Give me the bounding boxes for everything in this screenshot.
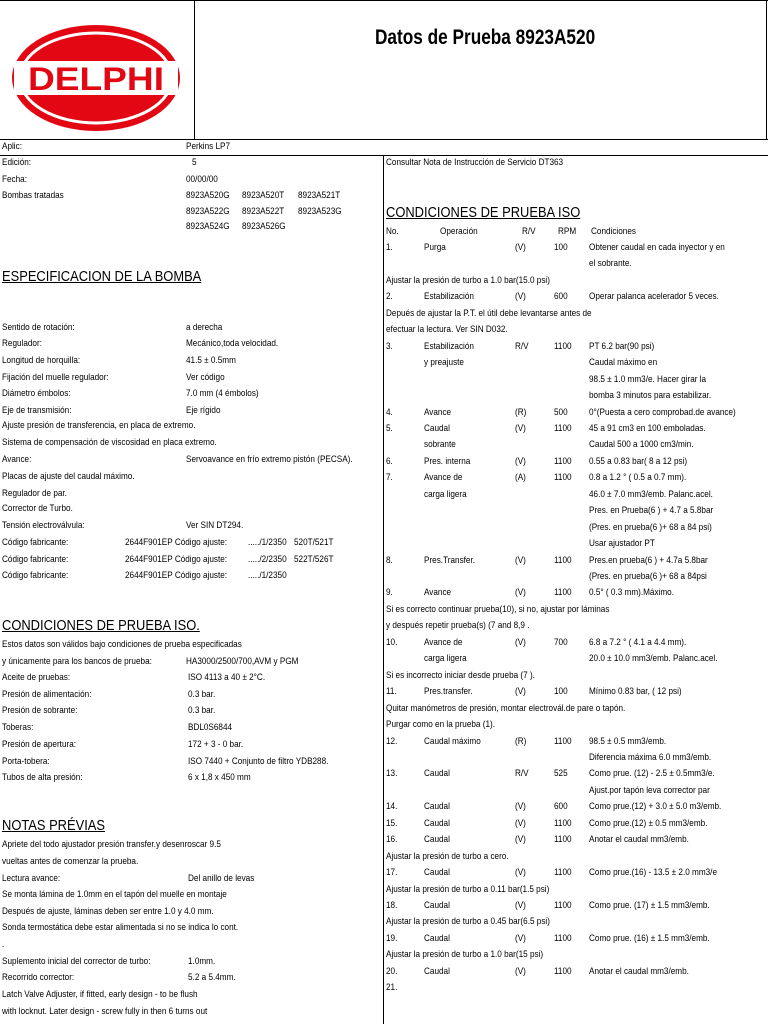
test-number: 6. (386, 455, 393, 467)
test-condition: 46.0 ± 7.0 mm3/emb. Palanc.acel. (589, 488, 713, 500)
test-condition: (Pres. en prueba(6 )+ 68 a 84 psi) (589, 521, 712, 533)
test-operation: Estabilización (424, 291, 474, 303)
test-operation: Caudal (424, 965, 450, 977)
test-rpm: 1100 (554, 340, 572, 352)
test-note: Ajustar la presión de turbo a 0.11 bar(1.5 psi) (386, 883, 550, 895)
test-number: 5. (386, 422, 393, 434)
edicion-value: 5 (192, 157, 197, 168)
test-condition: el sobrante. (589, 258, 632, 270)
test-rv: (V) (515, 932, 526, 944)
test-number: 18. (386, 900, 398, 911)
cond-label: Presión de alimentación: (2, 688, 92, 700)
test-note: Quitar manómetros de presión, montar electrovál.de pare o tapón. (386, 702, 626, 714)
codigo-label: Código fabricante: (2, 537, 69, 548)
codigo-bombas: 522T/526T (294, 553, 334, 565)
bomba-code: 8923A522T (242, 205, 285, 217)
test-operation: Purga (424, 242, 446, 253)
nota-line: Lectura avance: (2, 873, 61, 884)
test-rv: (V) (515, 242, 526, 253)
cond-value: 6 x 1,8 x 450 mm (188, 772, 251, 784)
test-note: Si es incorrecto iniciar desde prueba (7 ). (386, 669, 535, 681)
spec-label: Corrector de Turbo. (2, 503, 73, 514)
test-note: Ajustar la presión de turbo a 0.45 bar(6.5 psi) (386, 916, 550, 928)
test-condition: 98.5 ± 0.5 mm3/emb. (589, 735, 667, 747)
cond-value: BDL0S6844 (188, 722, 233, 734)
test-number: 10. (386, 636, 398, 648)
delphi-logo (10, 23, 182, 133)
cond-heading-right: CONDICIONES DE PRUEBA ISO (386, 204, 581, 221)
spec-heading: ESPECIFICACION DE LA BOMBA (2, 268, 202, 285)
test-operation: Caudal (424, 768, 450, 780)
test-condition: (Pres. en prueba(6 )+ 68 a 84psi (589, 571, 707, 582)
spec-value: Servoavance en frío extremo pistón (PECSA). (186, 454, 353, 465)
cond-intro-1: Estos datos son válidos bajo condiciones de prueba especificadas (2, 639, 242, 650)
test-number: 14. (386, 801, 398, 813)
codigo-bombas: 520T/521T (294, 537, 334, 548)
test-rv: R/V (515, 768, 529, 780)
cond-bancos: HA3000/2500/700,AVM y PGM (186, 656, 299, 667)
spec-value: a derecha (186, 322, 223, 333)
cond-label: Presión de apertura: (2, 738, 77, 750)
fecha-value: 00/00/00 (186, 174, 218, 185)
cond-label: Tubos de alta presión: (2, 772, 83, 784)
test-condition: Como prue. (17) ± 1.5 mm3/emb. (589, 900, 710, 911)
test-rv: (V) (515, 817, 526, 829)
test-number: 4. (386, 406, 393, 418)
test-operation: Pres. interna (424, 455, 471, 467)
test-number: 3. (386, 340, 393, 352)
fecha-label: Fecha: (2, 174, 27, 185)
test-number: 2. (386, 291, 393, 303)
cond-value: ISO 7440 + Conjunto de filtro YDB288. (188, 755, 329, 767)
test-operation: Avance (424, 587, 452, 599)
test-rpm: 100 (554, 686, 568, 698)
spec-value: 41.5 ± 0.5mm (186, 355, 236, 366)
test-rpm: 100 (554, 242, 568, 253)
nota-value: 5.2 a 5.4mm. (188, 972, 236, 983)
test-operation: Estabilización (424, 340, 474, 352)
test-operation: Caudal (424, 932, 450, 944)
test-rv: (V) (515, 900, 526, 911)
test-rv: (V) (515, 455, 526, 467)
spec-label: Ajuste presión de transferencia, en placa de extremo. (2, 420, 196, 431)
bomba-code: 8923A521T (298, 190, 341, 201)
spec-value: Eje rígido (186, 405, 221, 416)
test-note: Si es correcto continuar prueba(10), si no, ajustar por láminas (386, 603, 610, 615)
test-operation: Caudal (424, 422, 450, 434)
test-note: Ajustar la presión de turbo a cero. (386, 850, 509, 862)
cond-label: Presión de sobrante: (2, 705, 78, 717)
test-rpm: 1100 (554, 422, 572, 434)
test-number: 17. (386, 867, 398, 879)
test-condition: 0.55 a 0.83 bar( 8 a 12 psi) (589, 455, 688, 467)
logo-text: DELPHI (28, 61, 164, 97)
test-condition: 20.0 ± 10.0 mm3/emb. Palanc.acel. (589, 653, 718, 665)
test-condition: PT 6.2 bar(90 psi) (589, 340, 655, 352)
top-border (0, 0, 768, 1)
test-note: Depués de ajustar la P.T. el útil debe levantarse antes de (386, 307, 592, 319)
test-rv: (V) (515, 422, 526, 434)
cond-heading-left: CONDICIONES DE PRUEBA ISO. (2, 617, 200, 634)
test-rpm: 1100 (554, 472, 572, 484)
nota-line: Apriete del todo ajustador presión transfer.y desenroscar 9.5 (2, 839, 221, 850)
nota-line: vueltas antes de comenzar la prueba. (2, 856, 139, 867)
test-condition: 98.5 ± 1.0 mm3/e. Hacer girar la (589, 373, 707, 385)
test-condition: 0.5° ( 0.3 mm).Máximo. (589, 587, 674, 599)
test-condition: 0.8 a 1.2 ° ( 0.5 a 0.7 mm). (589, 472, 687, 484)
nota-line: with locknut. Later design - screw fully in then 6 turns out (2, 1006, 208, 1017)
test-operation: Caudal (424, 801, 450, 813)
spec-label: Longitud de horquilla: (2, 355, 81, 366)
test-operation: Pres.transfer. (424, 686, 473, 698)
aplic-row-line (0, 155, 768, 156)
test-number: 21. (386, 982, 398, 994)
test-rv: (V) (515, 291, 526, 303)
test-condition: 6.8 a 7.2 ° ( 4.1 a 4.4 mm). (589, 636, 687, 648)
test-number: 7. (386, 472, 393, 484)
test-rv: (V) (515, 554, 526, 566)
test-rpm: 1100 (554, 587, 572, 599)
test-rv: (V) (515, 636, 526, 648)
codigo-label: Código fabricante: (2, 570, 69, 581)
bomba-code: 8923A526G (242, 221, 286, 232)
spec-label: Fijación del muelle regulador: (2, 372, 109, 383)
nota-line: Se monta lámina de 1.0mm en el tapón del muelle en montaje (2, 889, 227, 900)
bomba-code: 8923A524G (186, 221, 230, 232)
test-rpm: 1100 (554, 834, 572, 846)
spec-label: Tensión electroválvula: (2, 520, 85, 531)
right-border (766, 0, 767, 139)
test-rpm: 600 (554, 291, 568, 303)
spec-label: Placas de ajuste del caudal máximo. (2, 471, 135, 482)
spec-value: Mecánico,toda velocidad. (186, 338, 279, 349)
cond-label: Toberas: (2, 722, 34, 734)
test-condition: Anotar el caudal mm3/emb. (589, 965, 689, 977)
cond-value: ISO 4113 a 40 ± 2°C. (188, 672, 266, 683)
spec-label: Diámetro émbolos: (2, 388, 71, 399)
test-rpm: 1100 (554, 554, 572, 566)
test-rv: (V) (515, 801, 526, 813)
test-condition: Como prue. (16) ± 1.5 mm3/emb. (589, 932, 710, 944)
test-operation: carga ligera (424, 653, 467, 665)
test-rpm: 1100 (554, 455, 572, 467)
test-rv: (R) (515, 406, 527, 418)
test-operation: Avance (424, 406, 452, 418)
test-number: 9. (386, 587, 393, 599)
cond-value: 172 + 3 - 0 bar. (188, 738, 244, 750)
test-operation: y preajuste (424, 357, 464, 369)
test-rpm: 1100 (554, 735, 572, 747)
test-rpm: 525 (554, 768, 568, 780)
test-rpm: 600 (554, 801, 568, 813)
bomba-code: 8923A520G (186, 190, 230, 201)
nota-line: Sonda termostática debe estar alimentada si no se indica lo cont. (2, 922, 239, 933)
test-condition: Pres.en prueba(6 ) + 4.7a 5.8bar (589, 554, 708, 566)
spec-value: Ver SIN DT294. (186, 520, 244, 531)
test-condition: Como prue. (12) - 2.5 ± 0.5mm3/e. (589, 768, 715, 780)
nota-consultar: Consultar Nota de Instrucción de Servicio DT363 (386, 157, 564, 168)
spec-label: Sentido de rotación: (2, 322, 75, 333)
nota-line: Después de ajuste, láminas deben ser entre 1.0 y 4.0 mm. (2, 906, 214, 917)
test-note: efectuar la lectura. Ver SIN D032. (386, 324, 508, 336)
test-rv: (V) (515, 587, 526, 599)
codigo-fabricante: 2644F901EP Código ajuste: (125, 570, 228, 581)
header-vertical-divider (194, 0, 195, 139)
cond-label: Aceite de pruebas: (2, 672, 71, 683)
test-operation: Caudal (424, 867, 450, 879)
nota-value: 1.0mm. (188, 956, 216, 967)
codigo-fabricante: 2644F901EP Código ajuste: (125, 537, 228, 548)
test-condition: Como prue.(12) + 3.0 ± 5.0 m3/emb. (589, 801, 722, 813)
col-condiciones: Condiciones (591, 226, 636, 237)
spec-label: Regulador: (2, 338, 42, 349)
cond-value: 0.3 bar. (188, 705, 216, 717)
codigo-fabricante: 2644F901EP Código ajuste: (125, 553, 228, 565)
test-rpm: 1100 (554, 965, 572, 977)
aplic-value: Perkins LP7 (186, 141, 231, 152)
nota-line: Recorrido corrector: (2, 972, 75, 983)
test-condition: bomba 3 minutos para estabilizar. (589, 390, 712, 402)
test-condition: Mínimo 0.83 bar, ( 12 psi) (589, 686, 682, 698)
page-title: Datos de Prueba 8923A520 (375, 26, 596, 49)
test-number: 11. (386, 686, 397, 698)
test-rv: (R) (515, 735, 527, 747)
test-operation: Avance de (424, 472, 463, 484)
bomba-code: 8923A520T (242, 190, 285, 201)
test-rv: (A) (515, 472, 526, 484)
test-operation: Caudal (424, 834, 450, 846)
test-rv: (V) (515, 867, 526, 879)
cond-label: Porta-tobera: (2, 755, 50, 767)
test-rpm: 1100 (554, 817, 572, 829)
test-condition: Operar palanca acelerador 5 veces. (589, 291, 719, 303)
spec-label: Sistema de compensación de viscosidad en placa extremo. (2, 437, 217, 448)
aplic-label: Aplic: (2, 141, 22, 152)
test-rv: (V) (515, 686, 526, 698)
test-condition: Pres. en Prueba(6 ) + 4.7 a 5.8bar (589, 505, 714, 517)
test-operation: sobrante (424, 439, 456, 451)
test-note: y después repetir prueba(s) (7 and 8,9 . (386, 620, 530, 632)
test-condition: 45 a 91 cm3 en 100 emboladas. (589, 422, 706, 434)
test-operation: Pres.Transfer. (424, 554, 476, 566)
codigo-ajuste: ...../1/2350 (248, 570, 287, 581)
nota-line: Suplemento inicial del corrector de turbo: (2, 956, 151, 967)
test-number: 15. (386, 817, 398, 829)
cond-value: 0.3 bar. (188, 688, 216, 700)
bombas-label: Bombas tratadas (2, 190, 64, 201)
test-number: 13. (386, 768, 398, 780)
test-rpm: 1100 (554, 867, 572, 879)
spec-label: Regulador de par. (2, 488, 67, 499)
test-number: 8. (386, 554, 393, 566)
bomba-code: 8923A523G (298, 205, 342, 217)
header-divider (0, 139, 768, 140)
col-operacion: Operación (440, 226, 478, 237)
test-condition: Como prue.(16) - 13.5 ± 2.0 mm3/e (589, 867, 718, 879)
spec-value: 7.0 mm (4 émbolos) (186, 388, 259, 399)
test-condition: Ajust.por tapón leva corrector par (589, 784, 710, 796)
test-condition: Usar ajustador PT (589, 538, 655, 550)
test-rpm: 1100 (554, 932, 572, 944)
test-number: 20. (386, 965, 398, 977)
body-vertical-divider (383, 155, 384, 1024)
test-operation: carga ligera (424, 488, 467, 500)
spec-label: Avance: (2, 454, 32, 465)
nota-value: Del anillo de levas (188, 873, 255, 884)
test-rpm: 500 (554, 406, 568, 418)
test-operation: Caudal (424, 900, 450, 911)
test-number: 16. (386, 834, 398, 846)
cond-intro-2: y únicamente para los bancos de prueba: (2, 656, 152, 667)
bomba-code: 8923A522G (186, 205, 230, 217)
edicion-label: Edición: (2, 157, 32, 168)
test-rpm: 700 (554, 636, 568, 648)
test-rv: (V) (515, 965, 526, 977)
test-condition: Obtener caudal en cada inyector y en (589, 242, 725, 253)
test-note: Ajustar la presión de turbo a 1.0 bar(15 psi) (386, 949, 544, 961)
codigo-ajuste: ...../2/2350 (248, 553, 287, 565)
test-operation: Avance de (424, 636, 463, 648)
test-rpm: 1100 (554, 900, 572, 911)
test-condition: 0°(Puesta a cero comprobad.de avance) (589, 406, 736, 418)
test-rv: (V) (515, 834, 526, 846)
test-rv: R/V (515, 340, 529, 352)
test-operation: Caudal máximo (424, 735, 481, 747)
test-number: 19. (386, 932, 398, 944)
test-condition: Caudal 500 a 1000 cm3/min. (589, 439, 694, 451)
test-number: 1. (386, 242, 393, 253)
codigo-label: Código fabricante: (2, 553, 69, 565)
spec-label: Eje de transmisión: (2, 405, 72, 416)
test-condition: Anotar el caudal mm3/emb. (589, 834, 689, 846)
test-note: Purgar como en la prueba (1). (386, 719, 495, 731)
col-rv: R/V (522, 226, 536, 237)
notas-heading: NOTAS PRÉVIAS (2, 817, 105, 834)
test-note: Ajustar la presión de turbo a 1.0 bar(15.0 psi) (386, 274, 550, 286)
test-condition: Como prue.(12) ± 0.5 mm3/emb. (589, 817, 708, 829)
nota-line: Latch Valve Adjuster, if fitted, early design - to be flush (2, 989, 198, 1000)
col-rpm: RPM (558, 226, 577, 237)
test-operation: Caudal (424, 817, 450, 829)
test-condition: Caudal máximo en (589, 357, 658, 369)
nota-line: . (2, 939, 5, 950)
col-no: No. (386, 226, 399, 237)
test-condition: Diferencia máxima 6.0 mm3/emb. (589, 751, 712, 763)
codigo-ajuste: ...../1/2350 (248, 537, 287, 548)
test-number: 12. (386, 735, 398, 747)
spec-value: Ver código (186, 372, 225, 383)
